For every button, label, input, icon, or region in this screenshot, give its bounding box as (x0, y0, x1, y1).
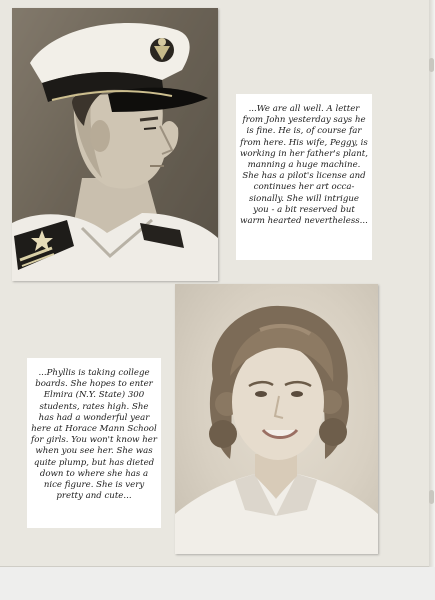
binder-hole (429, 490, 434, 504)
page-edge (429, 0, 435, 567)
phyllis-portrait-photo (175, 284, 378, 554)
john-caption-text: ...We are all well. A letter from John yesterday says he is fine. He is, of course far from here. His wife, Peggy, is working in her father's plant, manning a huge machine. She has a pilot's license and continues her art occa-sionally. She will intrigue you - a bit reserved but warm hearted nevertheless... (240, 104, 368, 227)
young-woman-portrait-icon (175, 284, 378, 554)
john-portrait-photo (12, 8, 218, 281)
naval-officer-portrait-icon (12, 8, 218, 281)
phyllis-caption-text: ...Phyllis is taking college boards. She hopes to enter Elmira (N.Y. State) 300 students, rates high. She has had a wonderful year here at Horace Mann School for girls. You won't know her when you see her. She was quite plump, but has dieted down to where she has a nice figure. She is very pretty and cute... (31, 368, 157, 502)
binder-hole (429, 58, 434, 72)
john-caption-card (236, 94, 372, 260)
phyllis-caption-card (27, 358, 161, 528)
scan-margin (0, 567, 435, 600)
